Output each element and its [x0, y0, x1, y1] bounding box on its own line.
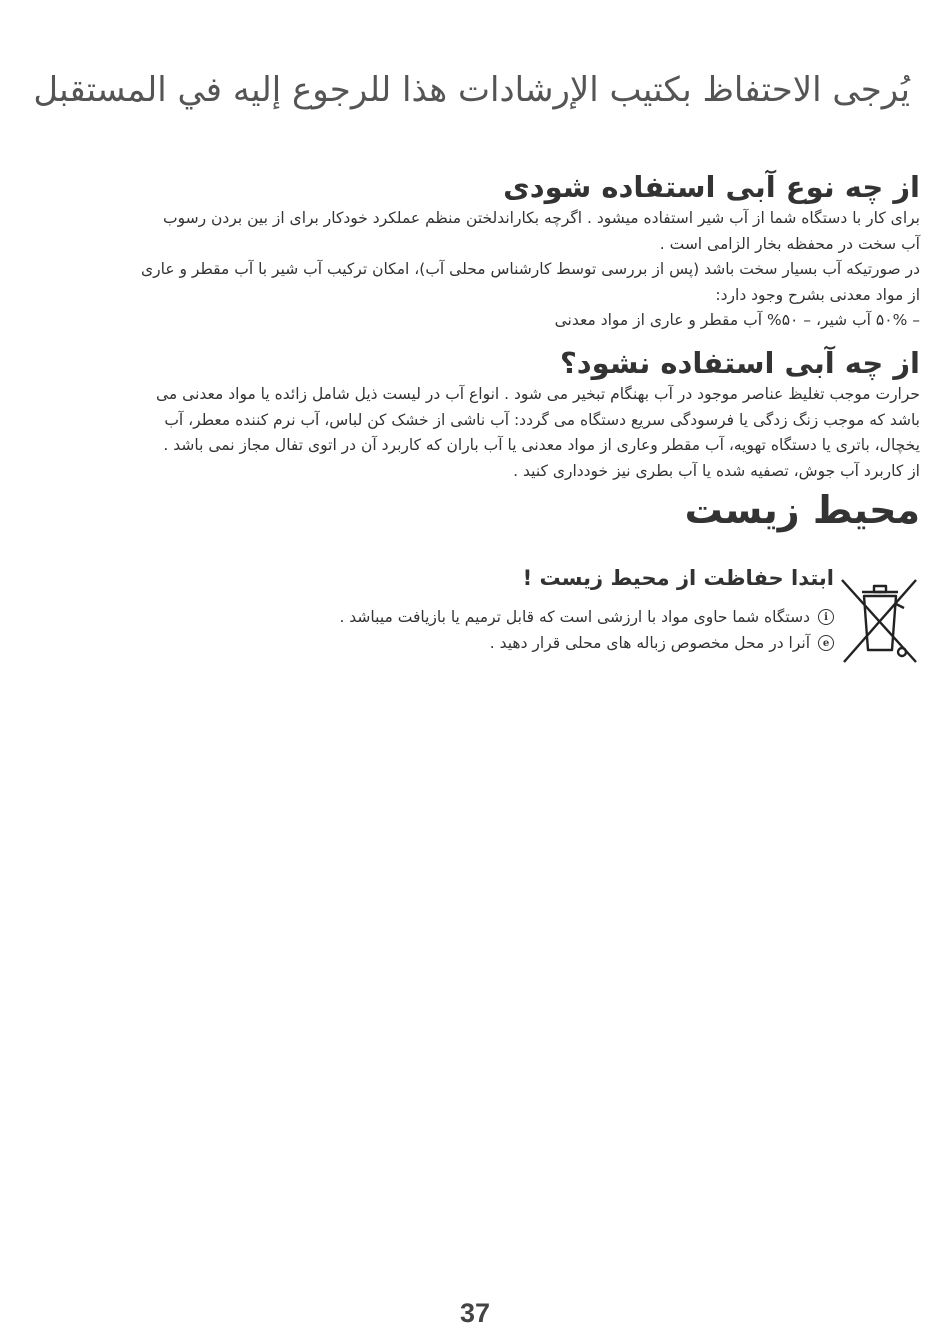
environment-subheading: ابتدا حفاظت از محیط زیست !: [522, 566, 834, 590]
section-body-water-avoid: [32, 382, 920, 484]
info-icon: i: [818, 609, 834, 625]
environment-heading: محیط زیست: [684, 488, 920, 532]
keep-instructions-note: يُرجى الاحتفاظ بكتيب الإرشادات هذا للرجوع إليه في المستقبل: [33, 70, 910, 110]
environment-line-text: دستگاه شما حاوی مواد با ارزشی است که قابل ترمیم یا بازیافت میباشد .: [339, 608, 810, 626]
body-line: – ۵۰% آب شیر، – ۵۰% آب مقطر و عاری از مواد معدنی: [554, 311, 920, 329]
recycle-icon: e: [818, 635, 834, 651]
page-number: 37: [459, 1298, 491, 1328]
section-heading-water-type: از چه نوع آبی استفاده شودی: [503, 170, 920, 204]
body-line: از کاربرد آب جوش، تصفیه شده یا آب بطری نیز خودداری کنید .: [513, 461, 920, 480]
section-water-type: [32, 168, 920, 334]
environment-line-dispose: [490, 634, 834, 652]
body-line: یخچال، باتری یا دستگاه تهویه، آب مقطر وعاری از مواد معدنی یا آب باران که کاربرد آن در اتوی تفال مجاز نمی باشد .: [163, 436, 920, 454]
section-water-avoid: [32, 344, 920, 484]
environment-line-text: آنرا در محل مخصوص زباله های محلی قرار دهید .: [489, 634, 810, 652]
environment-line-recycle: [339, 608, 834, 626]
body-line: برای کار با دستگاه شما از آب شیر استفاده میشود . اگرچه بکاراندلختن منظم عملکرد خودکار برای از بین بردن رسوب: [163, 209, 920, 227]
section-body-water-type: [32, 206, 920, 334]
body-line: در صورتیکه آب بسیار سخت باشد (پس از بررسی توسط کارشناس محلی آب)، امکان ترکیب آب شیر با آب مقطر و عاری: [140, 260, 920, 278]
body-line: حرارت موجب تغلیظ عناصر موجود در آب بهنگام تبخیر می شود . انواع آب در لیست ذیل شامل زائده یا مواد معدنی می: [156, 385, 920, 403]
crossed-out-wheelie-bin-icon: [840, 574, 920, 666]
body-line: آب سخت در محفظه بخار الزامی است .: [659, 234, 920, 253]
section-heading-water-avoid: از چه آبی استفاده نشود؟: [559, 346, 920, 380]
body-line: از مواد معدنی بشرح وجود دارد:: [715, 285, 920, 304]
body-line: باشد که موجب زنگ زدگی یا فرسودگی سریع دستگاه می گردد: آب ناشی از خشک کن لباس، آب نرم کننده معطر، آب: [164, 410, 920, 429]
